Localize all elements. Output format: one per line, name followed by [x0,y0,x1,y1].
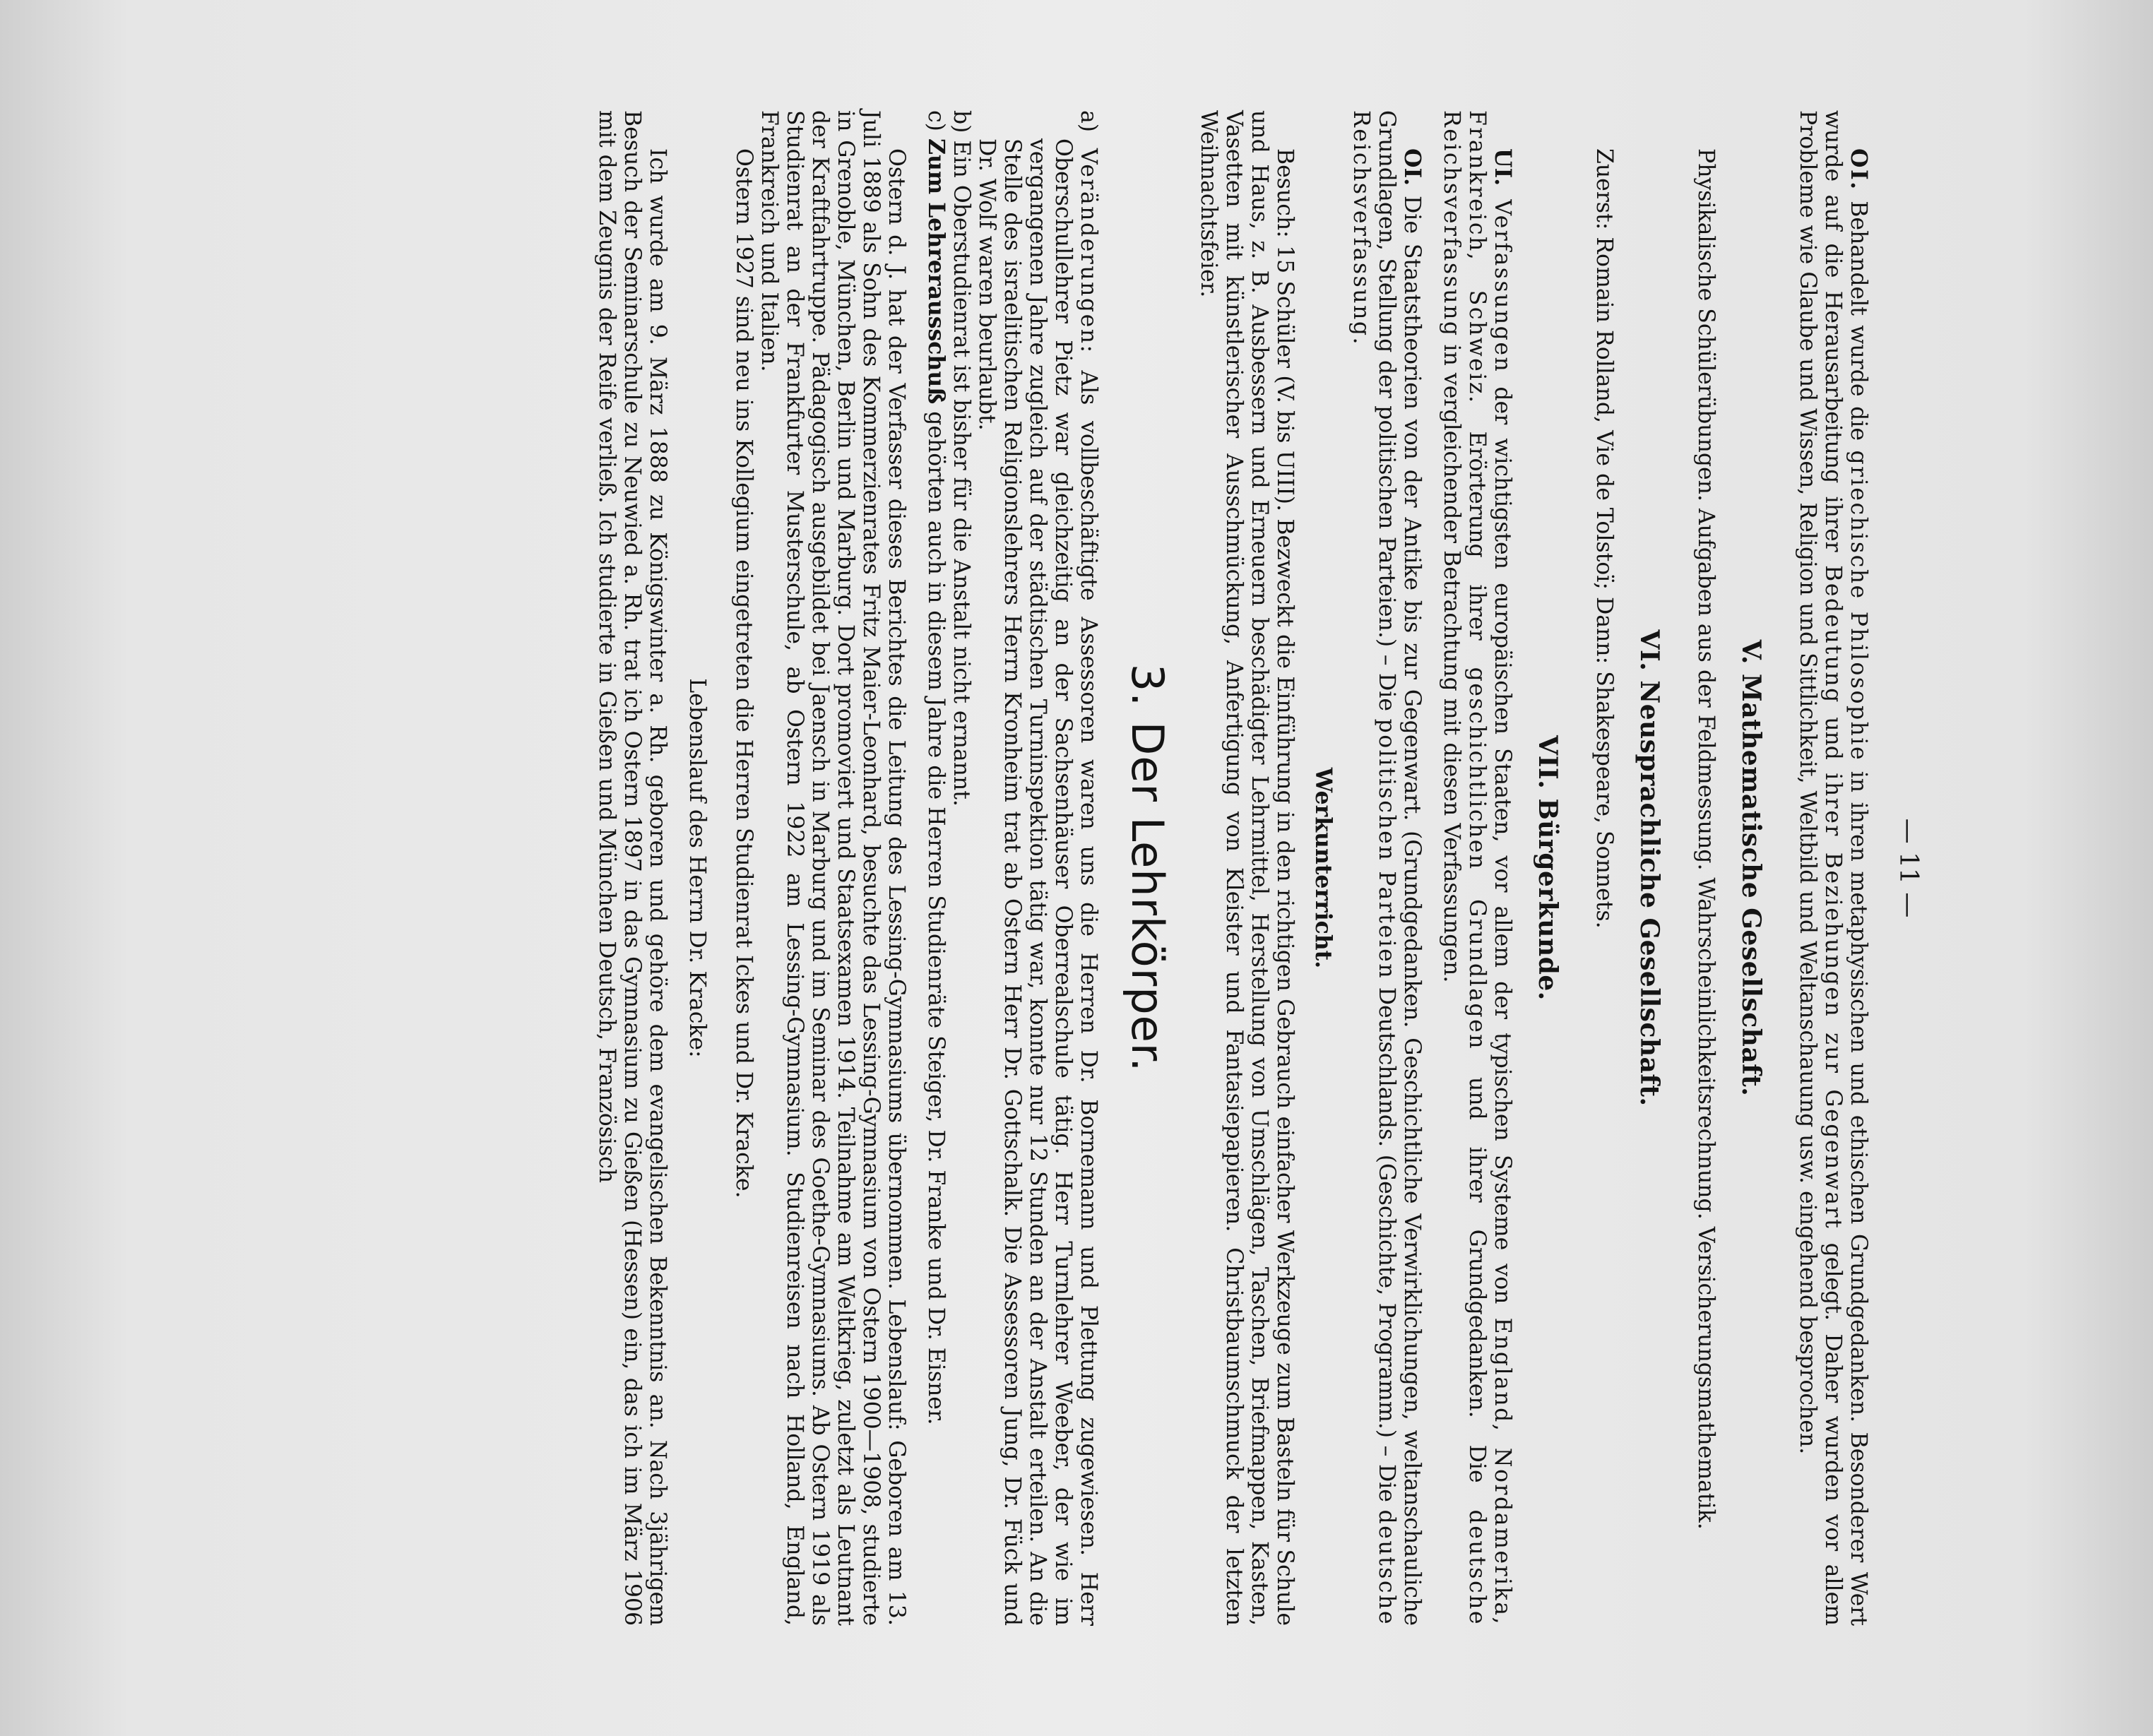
text-run: und [1820,717,1846,760]
class-label: OI. [1399,148,1425,186]
item-label: a) [1076,110,1101,133]
heading-mathematische-gesellschaft: V. Mathematische Gesellschaft. [1736,639,1766,1097]
leitung-paragraph: Ostern d. J. hat der Verfasser dieses Berichtes die Leitung des Lessing-Gymnasiums übernommen. Lebenslauf: Geboren am 13. Juli 1889 als Sohn des Kommerzienrates Fritz Maier-Leonhard, besuchte das Lessing-Gymnasium von Ostern 1900—1908, studierte in Grenoble, München, Berlin und Marburg. Dort promoviert und Staatsexamen 1914. Teilnahme am Weltkrieg, zuletzt als Leutnant der Kraftfahrtruppe. Pädagogisch ausgebildet bei Jaensch in Marburg und im Seminar des Goethe-Gymnasiums. Ab Ostern 1919 als Studienrat an der Frankfurter Musterschule, ab Ostern 1922 am Lessing-Gymnasium. Studienreisen nach Holland, England, Frankreich und Italien. [757,110,909,1626]
text-run: Die Staatstheorien von der Antike bis zur Gegenwart. (Grundgedanken. Geschichtliche Verwirklichungen, weltanschauliche Grundlagen, Stellung der politischen Parteien.) – Die [1374,110,1425,1626]
neusprachlich-paragraph: Zuerst: Romain Rolland, Vie de Tolstoï; Dann: Shakespeare, Sonnets. [1591,148,1617,929]
heading-lehrkoerper: 3. Der Lehrkörper. [1122,663,1173,1073]
kollegium-paragraph: Ostern 1927 sind neu ins Kollegium eingetreten die Herren Studienrat Ickes und Dr. Kracke. [731,148,757,1199]
emphasis-text: Bedeutung [1820,565,1846,704]
page-number: — 11 — [1894,818,1923,918]
item-label: c) [923,110,949,131]
emphasis-text: griechische Philosophie [1846,450,1871,762]
werkunterricht-paragraph: Besuch: 15 Schüler (V. bis UIII). Bezweckt die Einführung in den richtigen Gebrauch einfacher Werkzeuge zum Basteln für Schule und Haus, z. B. Ausbessern und Erneuern beschädigter Lehrmittel, Herstellung von Umschlägen, Taschen, Briefmappen, Kasten, Vasetten mit künstlerischer Ausschmückung, Anfertigung von Kleister und Fantasiepapieren. Christbaumschmuck der letzten Weihnachtsfeier. [1196,110,1298,1626]
item-label: b) [949,110,974,133]
emphasis-text: geschichtlichen Grundlagen [1464,667,1490,1051]
heading-werkunterricht: Werkunterricht. [1310,767,1336,969]
emphasis-text: deutsche Reichsverfassung. [1348,110,1399,1627]
lebenslauf-paragraph: Ich wurde am 9. März 1888 zu Königswinter a. Rh. geboren und gehöre dem evangelischen Bekenntnis an. Nach 3jährigem Besuch der Seminarschule zu Neuwied a. Rh. trat ich Ostern 1897 in das Gymnasium zu Gießen (Hessen) ein, das ich im März 1906 mit dem Zeugnis der Reife verließ. Ich studierte in Gießen und München Deutsch, Französisch [594,110,670,1626]
text-run: Behandelt wurde die [1846,201,1871,441]
document-page [204,54,1949,1682]
item-a [974,110,1101,1626]
ol-paragraph [1348,110,1425,1626]
text-run: gehörten auch in diesem Jahre die Herren Studienräte Steiger, Dr. Franke und Dr. Eisner. [923,411,949,1425]
emphasis-text: politischen Parteien [1374,718,1399,980]
heading-buergerkunde: VII. Bürgerkunde. [1533,735,1562,1001]
class-label: UI. [1490,148,1516,186]
ol-philosophy-paragraph [1795,110,1871,1626]
heading-neusprachliche-gesellschaft: VI. Neusprachliche Gesellschaft. [1635,629,1664,1107]
ui-paragraph [1439,110,1515,1626]
emphasis-text: ihrer Beziehungen zur Gegenwart [1820,773,1846,1230]
emphasis-text: Verfassungen [1490,199,1515,374]
lebenslauf-heading: Lebenslauf des Herrn Dr. Kracke: [684,678,710,1058]
text-run: Als vollbeschäftigte Assessoren waren uns die Herren Dr. Bornemann und Plettung zugewiesen. Herr Oberschullehrer Pietz war gleichzeitig an der Sachsenhäuser Oberrealschule tätig. Herr Turnlehrer Weeber, der wie im vergangenen Jahre zugleich auf der städtischen Turninspektion tätig war, konnte nur 12 Stunden an der Anstalt erteilen. An die Stelle des israelitischen Religionslehrers Herrn Kronheim trat ab Ostern Herr Dr. Gottschalk. Die Assessoren Jung, Dr. Fück und Dr. Wolf waren beurlaubt. [974,138,1101,1627]
text-run: und ihrer Grundgedanken. Die [1464,1076,1490,1483]
emphasis-text: deutsche Reichsverfassung [1439,110,1490,1627]
emphasis-text: Veränderungen: [1076,148,1101,355]
text-run: Erörterung ihrer [1464,431,1490,641]
class-label: OI. [1846,148,1872,191]
text-run: Deutschlands. (Geschichte, Programm.) – Die [1374,987,1399,1502]
text-run: in vergleichender Betrachtung mit diesen Verfassungen. [1439,344,1464,983]
math-paragraph: Physikalische Schülerübungen. Aufgaben aus der Feldmessung. Wahrscheinlichkeitsrechnung. Versicherungsmathematik. [1693,148,1719,1530]
emphasis-text: England, Nordamerika, Frankreich, Schweiz. [1464,110,1515,1626]
text-run: Ein Oberstudienrat ist bisher für die Anstalt nicht ernannt. [949,140,974,807]
item-c [923,110,949,1626]
bold-text: Zum Lehrerausschuß [923,138,949,405]
item-b [949,110,974,1626]
text-run: der wichtigsten europäischen Staaten, vor allem der typischen Systeme von [1490,386,1515,1304]
text-run: gelegt. Daher wurden vor allem Probleme wie Glaube und Wissen, Religion und Sittlichkeit, Weltbild und Weltanschauung usw. eingehend besprochen. [1795,110,1846,1627]
text-run: in ihren metaphysischen und ethischen Grundgedanken. Besonderer Wert wurde auf die Herausarbeitung ihrer [1820,110,1871,1627]
